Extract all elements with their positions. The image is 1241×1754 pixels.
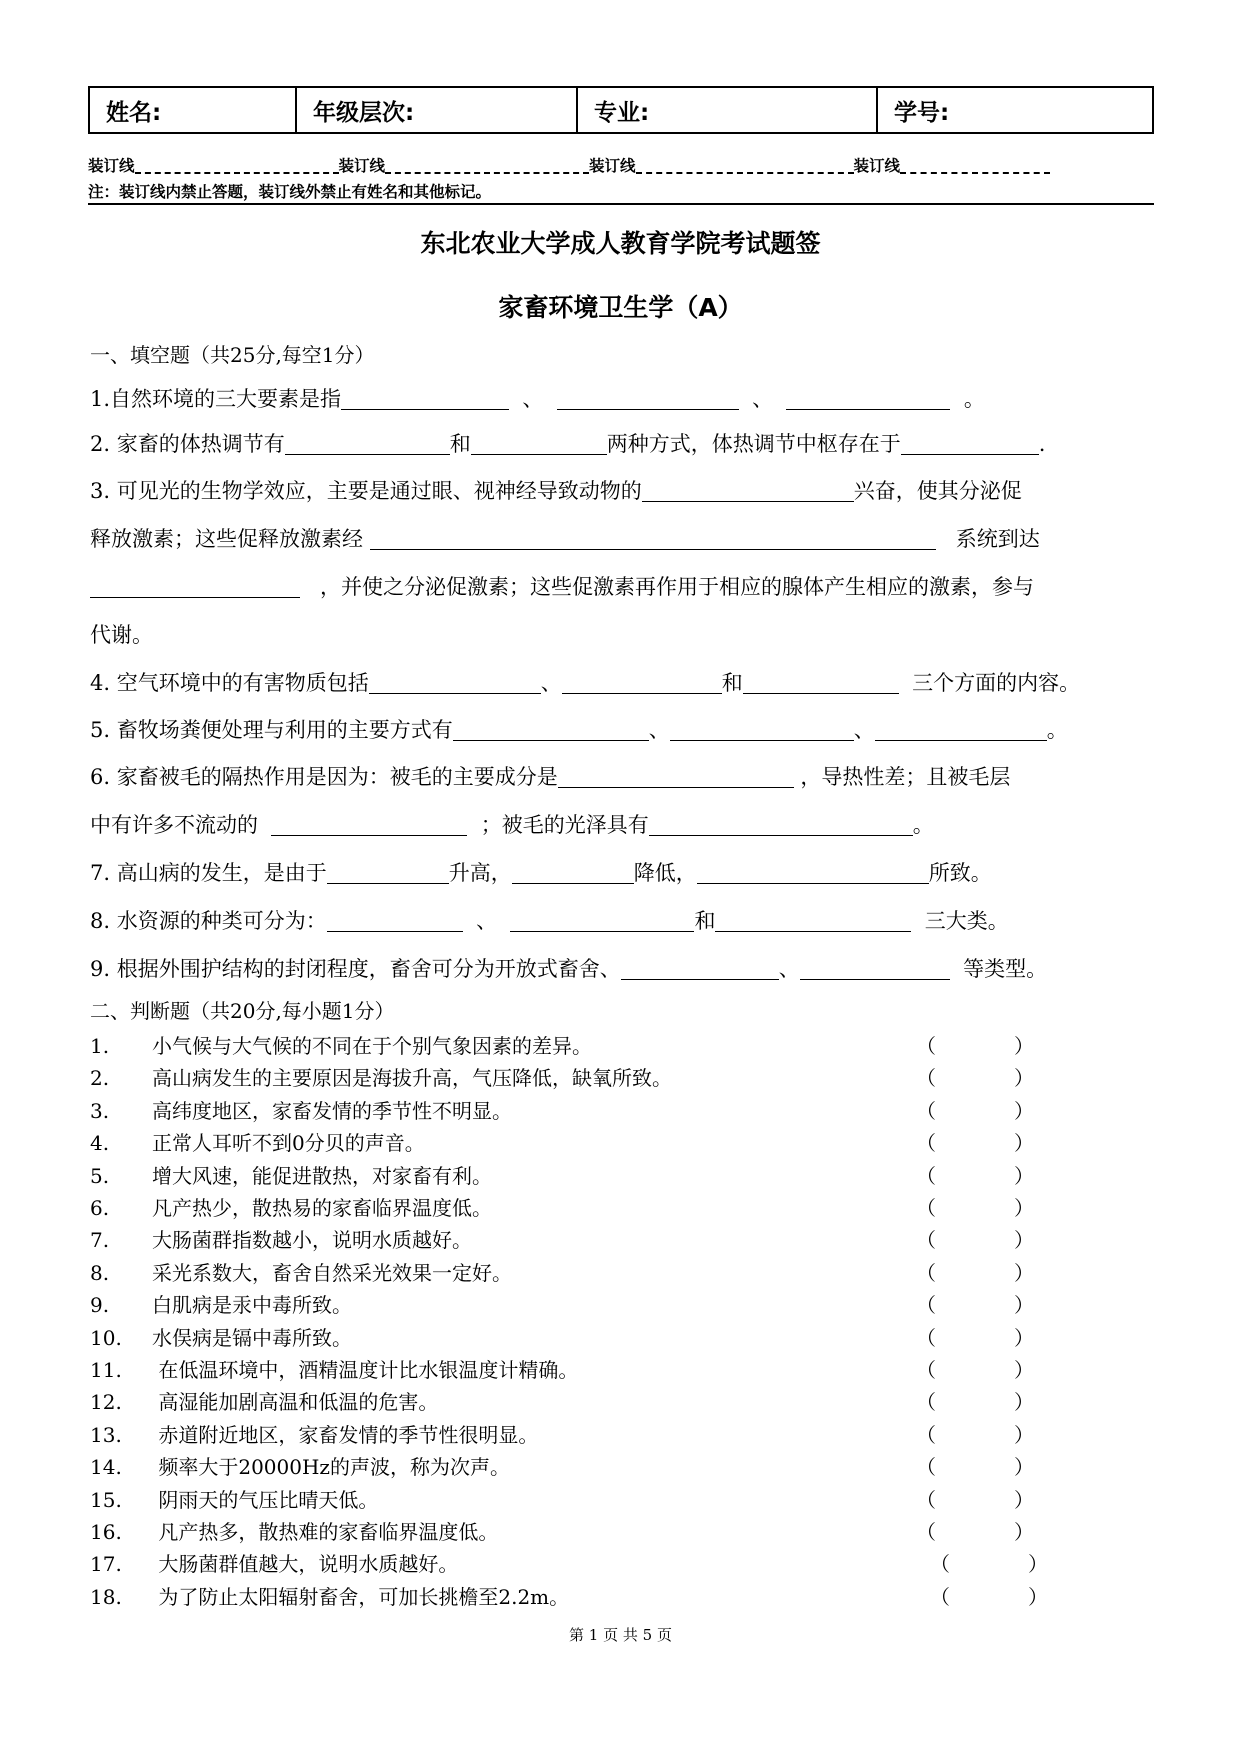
student-info-table: [88, 86, 1154, 134]
answer-blank[interactable]: [471, 432, 607, 455]
binding-label: 装订线: [589, 157, 636, 175]
item-number: 10.: [90, 1325, 122, 1350]
answer-paren-open[interactable]: （: [916, 1260, 936, 1285]
judgement-item: [90, 1192, 492, 1221]
answer-blank[interactable]: [327, 909, 463, 932]
item-text: 高山病发生的主要原因是海拔升高，气压降低，缺氧所致。: [152, 1066, 672, 1091]
judgement-item: [90, 1516, 498, 1545]
answer-paren-close: ）: [1014, 1455, 1034, 1480]
answer-blank[interactable]: [90, 575, 300, 598]
exam-title: 东北农业大学成人教育学院考试题签: [420, 229, 821, 258]
item-text: 大肠菌群指数越小，说明水质越好。: [152, 1228, 472, 1253]
answer-paren-close: ）: [1014, 1098, 1034, 1123]
item-number: 5.: [90, 1163, 110, 1188]
answer-blank[interactable]: [642, 479, 854, 502]
item-text: 为了防止太阳辐射畜舍，可加长挑檐至2.2m。: [152, 1584, 570, 1609]
answer-paren-open[interactable]: （: [930, 1584, 950, 1609]
item-text: 水俣病是镉中毒所致。: [152, 1325, 352, 1350]
answer-paren-open[interactable]: （: [916, 1034, 936, 1058]
item-number: 17.: [90, 1552, 122, 1577]
answer-blank[interactable]: [649, 813, 913, 836]
answer-paren-close: ）: [1014, 1066, 1034, 1091]
student-id-field[interactable]: 学号:: [894, 99, 950, 126]
answer-blank[interactable]: [510, 909, 694, 932]
item-text: 正常人耳听不到0分贝的声音。: [152, 1131, 425, 1156]
question-3-line2: 释放激素；这些促释放激素经 系统到达: [90, 527, 1040, 551]
answer-paren-close: ）: [1014, 1034, 1034, 1058]
judgement-item: [90, 1386, 438, 1415]
item-number: 18.: [90, 1584, 122, 1609]
item-text: 凡产热多，散热难的家畜临界温度低。: [152, 1520, 499, 1544]
answer-paren-open[interactable]: （: [916, 1196, 936, 1220]
judgement-item: [90, 1322, 352, 1351]
answer-blank[interactable]: [453, 718, 649, 741]
judgement-item: [90, 1484, 378, 1513]
section2-heading: 二、判断题（共20分,每小题1分）: [90, 999, 395, 1023]
item-text: 在低温环境中，酒精温度计比水银温度计精确。: [152, 1358, 579, 1382]
item-text: 高纬度地区，家畜发情的季节性不明显。: [152, 1098, 512, 1123]
answer-blank[interactable]: [800, 957, 950, 980]
answer-paren-close: ）: [1014, 1325, 1034, 1350]
question-3-line1: 3. 可见光的生物学效应，主要是通过眼、视神经导致动物的 兴奋，使其分泌促: [90, 479, 1022, 503]
item-number: 11.: [90, 1358, 122, 1382]
item-number: 4.: [90, 1131, 110, 1156]
judgement-item: [90, 1127, 425, 1156]
item-number: 12.: [90, 1390, 122, 1415]
question-7: 7. 高山病的发生，是由于 升高， 降低， 所致。: [90, 861, 992, 885]
answer-paren-open[interactable]: （: [930, 1552, 950, 1577]
judgement-item: [90, 1548, 458, 1577]
answer-blank[interactable]: [369, 671, 541, 694]
item-text: 小气候与大气候的不同在于个别气象因素的差异。: [152, 1034, 592, 1058]
answer-blank[interactable]: [670, 718, 854, 741]
answer-paren-open[interactable]: （: [916, 1520, 936, 1544]
answer-paren-open[interactable]: （: [916, 1228, 936, 1253]
answer-paren-open[interactable]: （: [916, 1390, 936, 1415]
binding-note: 注：装订线内禁止答题，装订线外禁止有姓名和其他标记。: [88, 183, 492, 201]
item-text: 高湿能加剧高温和低温的危害。: [152, 1390, 439, 1415]
judgement-item: [90, 1257, 512, 1286]
header-divider: [88, 203, 1154, 205]
answer-paren-close: ）: [1014, 1390, 1034, 1415]
item-number: 2.: [90, 1066, 110, 1091]
item-number: 3.: [90, 1098, 110, 1123]
question-5: 5. 畜牧场粪便处理与利用的主要方式有 、 、 。: [90, 718, 1068, 742]
item-number: 6.: [90, 1196, 110, 1220]
answer-paren-close: ）: [1014, 1228, 1034, 1253]
item-number: 15.: [90, 1487, 122, 1512]
judgement-item: [90, 1062, 672, 1091]
item-text: 大肠菌群值越大，说明水质越好。: [152, 1552, 459, 1577]
answer-paren-close: ）: [1028, 1584, 1048, 1609]
judgement-item: [90, 1581, 569, 1610]
answer-blank[interactable]: [341, 387, 509, 410]
judgement-item: [90, 1451, 510, 1480]
answer-paren-open[interactable]: （: [916, 1293, 936, 1318]
answer-paren-close: ）: [1014, 1163, 1034, 1188]
item-number: 14.: [90, 1455, 122, 1480]
item-text: 赤道附近地区，家畜发情的季节性很明显。: [152, 1422, 539, 1447]
answer-paren-open[interactable]: （: [916, 1455, 936, 1480]
judgement-item: [90, 1289, 352, 1318]
answer-paren-open[interactable]: （: [916, 1163, 936, 1188]
answer-paren-close: ）: [1014, 1131, 1034, 1156]
judgement-item: [90, 1030, 592, 1059]
judgement-item: [90, 1095, 512, 1124]
answer-paren-open[interactable]: （: [916, 1358, 936, 1382]
answer-paren-open[interactable]: （: [916, 1066, 936, 1091]
item-text: 阴雨天的气压比晴天低。: [152, 1487, 379, 1512]
answer-blank[interactable]: [370, 527, 936, 550]
answer-paren-close: ）: [1014, 1196, 1034, 1220]
item-text: 凡产热少，散热易的家畜临界温度低。: [152, 1196, 492, 1220]
answer-blank[interactable]: [557, 387, 739, 410]
judgement-item: [90, 1419, 538, 1448]
question-6-line1: 6. 家畜被毛的隔热作用是因为：被毛的主要成分是 ，导热性差；且被毛层: [90, 765, 1011, 789]
answer-blank[interactable]: [901, 432, 1039, 455]
question-1: 1.自然环境的三大要素是指 、 、 。: [90, 387, 985, 411]
answer-blank[interactable]: [512, 861, 634, 884]
question-8: 8. 水资源的种类可分为： 、 和 三大类。: [90, 909, 1009, 933]
answer-blank[interactable]: [621, 957, 779, 980]
judgement-item: [90, 1224, 472, 1253]
answer-blank[interactable]: [562, 671, 722, 694]
binding-line: [88, 154, 1154, 176]
item-text: 频率大于20000Hz的声波，称为次声。: [152, 1455, 510, 1480]
binding-label: 装订线: [338, 157, 386, 175]
answer-paren-close: ）: [1014, 1487, 1034, 1512]
answer-paren-close: ）: [1014, 1422, 1034, 1447]
answer-blank[interactable]: [715, 909, 911, 932]
binding-label: 装订线: [88, 157, 135, 175]
item-text: 白肌病是汞中毒所致。: [152, 1293, 352, 1318]
item-text: 增大风速，能促进散热，对家畜有利。: [152, 1163, 492, 1188]
answer-paren-open[interactable]: （: [916, 1098, 936, 1123]
answer-blank[interactable]: [285, 432, 450, 455]
grade-field[interactable]: 年级层次:: [297, 88, 578, 132]
course-title: 家畜环境卫生学（A）: [498, 293, 743, 322]
answer-paren-open[interactable]: （: [916, 1487, 936, 1512]
item-number: 1.: [90, 1034, 110, 1058]
answer-blank[interactable]: [327, 861, 449, 884]
answer-blank[interactable]: [271, 813, 467, 836]
item-number: 13.: [90, 1422, 122, 1447]
question-9: 9. 根据外围护结构的封闭程度，畜舍可分为开放式畜舍、 、 等类型。: [90, 957, 1048, 981]
item-number: 9.: [90, 1293, 110, 1318]
item-number: 7.: [90, 1228, 110, 1253]
answer-paren-close: ）: [1014, 1358, 1034, 1382]
answer-blank[interactable]: [743, 671, 899, 694]
answer-blank[interactable]: [558, 765, 794, 788]
answer-paren-open[interactable]: （: [916, 1325, 936, 1350]
question-6-line2: 中有许多不流动的 ；被毛的光泽具有 。: [90, 813, 934, 837]
answer-paren-open[interactable]: （: [916, 1422, 936, 1447]
answer-blank[interactable]: [875, 718, 1047, 741]
name-field[interactable]: 姓名:: [90, 88, 297, 132]
question-2: 2. 家畜的体热调节有 和 两种方式，体热调节中枢存在于 .: [90, 432, 1046, 456]
answer-paren-close: ）: [1014, 1260, 1034, 1285]
section1-heading: 一、填空题（共25分,每空1分）: [90, 343, 375, 367]
question-3-line4: 代谢。: [90, 623, 153, 647]
judgement-item: [90, 1160, 492, 1189]
page-number: 第 1 页 共 5 页: [569, 1626, 672, 1644]
answer-paren-open[interactable]: （: [916, 1131, 936, 1156]
item-text: 采光系数大，畜舍自然采光效果一定好。: [152, 1260, 512, 1285]
question-4: 4. 空气环境中的有害物质包括 、 和 三个方面的内容。: [90, 671, 1081, 695]
binding-label: 装订线: [853, 157, 901, 175]
question-3-line3: ，并使之分泌促激素；这些促激素再作用于相应的腺体产生相应的激素，参与: [90, 571, 1034, 601]
item-number: 16.: [90, 1520, 122, 1544]
answer-paren-close: ）: [1014, 1293, 1034, 1318]
answer-blank[interactable]: [697, 861, 929, 884]
item-number: 8.: [90, 1260, 110, 1285]
answer-paren-close: ）: [1014, 1520, 1034, 1544]
judgement-item: [90, 1354, 578, 1383]
major-field[interactable]: 专业:: [578, 88, 878, 132]
answer-paren-close: ）: [1028, 1552, 1048, 1577]
answer-blank[interactable]: [786, 387, 950, 410]
